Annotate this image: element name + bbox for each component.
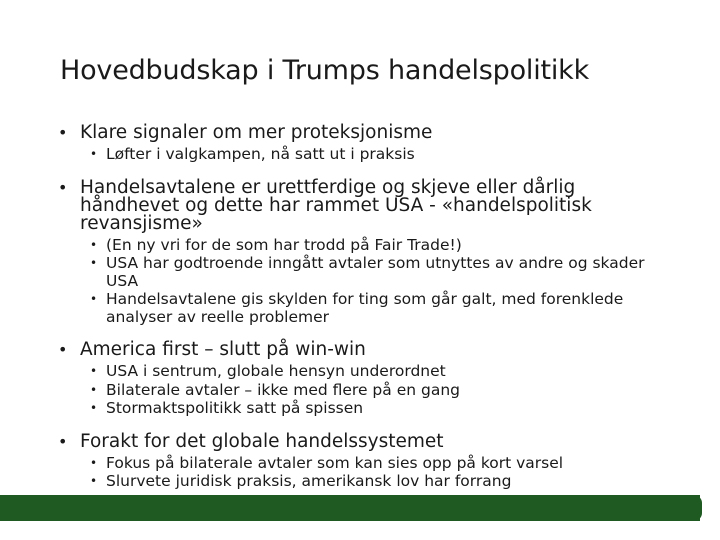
bullet-4 (58, 430, 668, 452)
sub-bullet-text: Handelsavtalene gis skylden for ting som går galt, med forenklede analyser av reelle problemer (106, 290, 624, 326)
sub-bullet-text: Slurvete juridisk praksis, amerikansk lov har forrang (106, 472, 512, 490)
sub-bullet-dot-icon: • (90, 147, 98, 161)
bullet-4-sublist (90, 455, 668, 491)
sub-bullet-dot-icon: • (90, 382, 98, 397)
sub-bullet (90, 400, 668, 418)
sub-bullet-dot-icon: • (90, 256, 98, 270)
bullet-4-text: Forakt for det globale handelssystemet (80, 430, 444, 452)
sub-bullet-dot-icon: • (90, 455, 98, 470)
bullet-3-text: America first – slutt på win-win (80, 339, 366, 360)
sub-bullet-dot-icon: • (90, 237, 98, 252)
bullet-2 (58, 176, 668, 234)
sub-bullet (90, 363, 668, 381)
sub-bullet-text: USA har godtroende inngått avtaler som utnyttes av andre og skader USA (106, 254, 645, 290)
bullet-2-text: Handelsavtalene er urettferdige og skjeve eller dårlig håndhevet og dette har rammet USA - «handelspolitisk revansjisme» (80, 176, 592, 234)
bullet-dot-icon: • (58, 431, 68, 451)
bullet-dot-icon: • (58, 340, 68, 359)
sub-bullet-text: Løfter i valgkampen, nå satt ut i praksis (106, 145, 415, 163)
sub-bullet-dot-icon: • (90, 292, 98, 306)
sub-bullet (90, 473, 668, 491)
sub-bullet-dot-icon: • (90, 401, 98, 415)
slide-body (58, 124, 668, 491)
bullet-3-sublist (90, 363, 668, 418)
bullet-1-text: Klare signaler om mer proteksjonisme (80, 122, 433, 143)
sub-bullet-dot-icon: • (90, 364, 98, 378)
sub-bullet-dot-icon: • (90, 474, 98, 488)
sub-bullet-text: USA i sentrum, globale hensyn underordnet (106, 362, 446, 380)
bullet-2-sublist (90, 237, 668, 327)
sub-bullet-text: Stormaktspolitikk satt på spissen (106, 399, 364, 417)
sub-bullet-text: (En ny vri for de som har trodd på Fair Trade!) (106, 235, 462, 254)
sub-bullet (90, 382, 668, 400)
sub-bullet (90, 146, 668, 164)
bullet-1 (58, 124, 668, 142)
sub-bullet (90, 455, 668, 473)
footer-band-cap (688, 495, 702, 521)
sub-bullet-text: Bilaterale avtaler – ikke med flere på en gang (106, 380, 460, 399)
bullet-1-sublist (90, 146, 668, 164)
slide-title: Hovedbudskap i Trumps handelspolitikk (60, 55, 590, 86)
bullet-dot-icon: • (58, 123, 68, 142)
sub-bullet (90, 291, 668, 326)
sub-bullet-text: Fokus på bilaterale avtaler som kan sies opp på kort varsel (106, 453, 564, 472)
sub-bullet (90, 255, 668, 290)
sub-bullet (90, 237, 668, 255)
bullet-3 (58, 341, 668, 359)
bullet-dot-icon: • (58, 177, 68, 197)
footer-band (0, 495, 700, 521)
